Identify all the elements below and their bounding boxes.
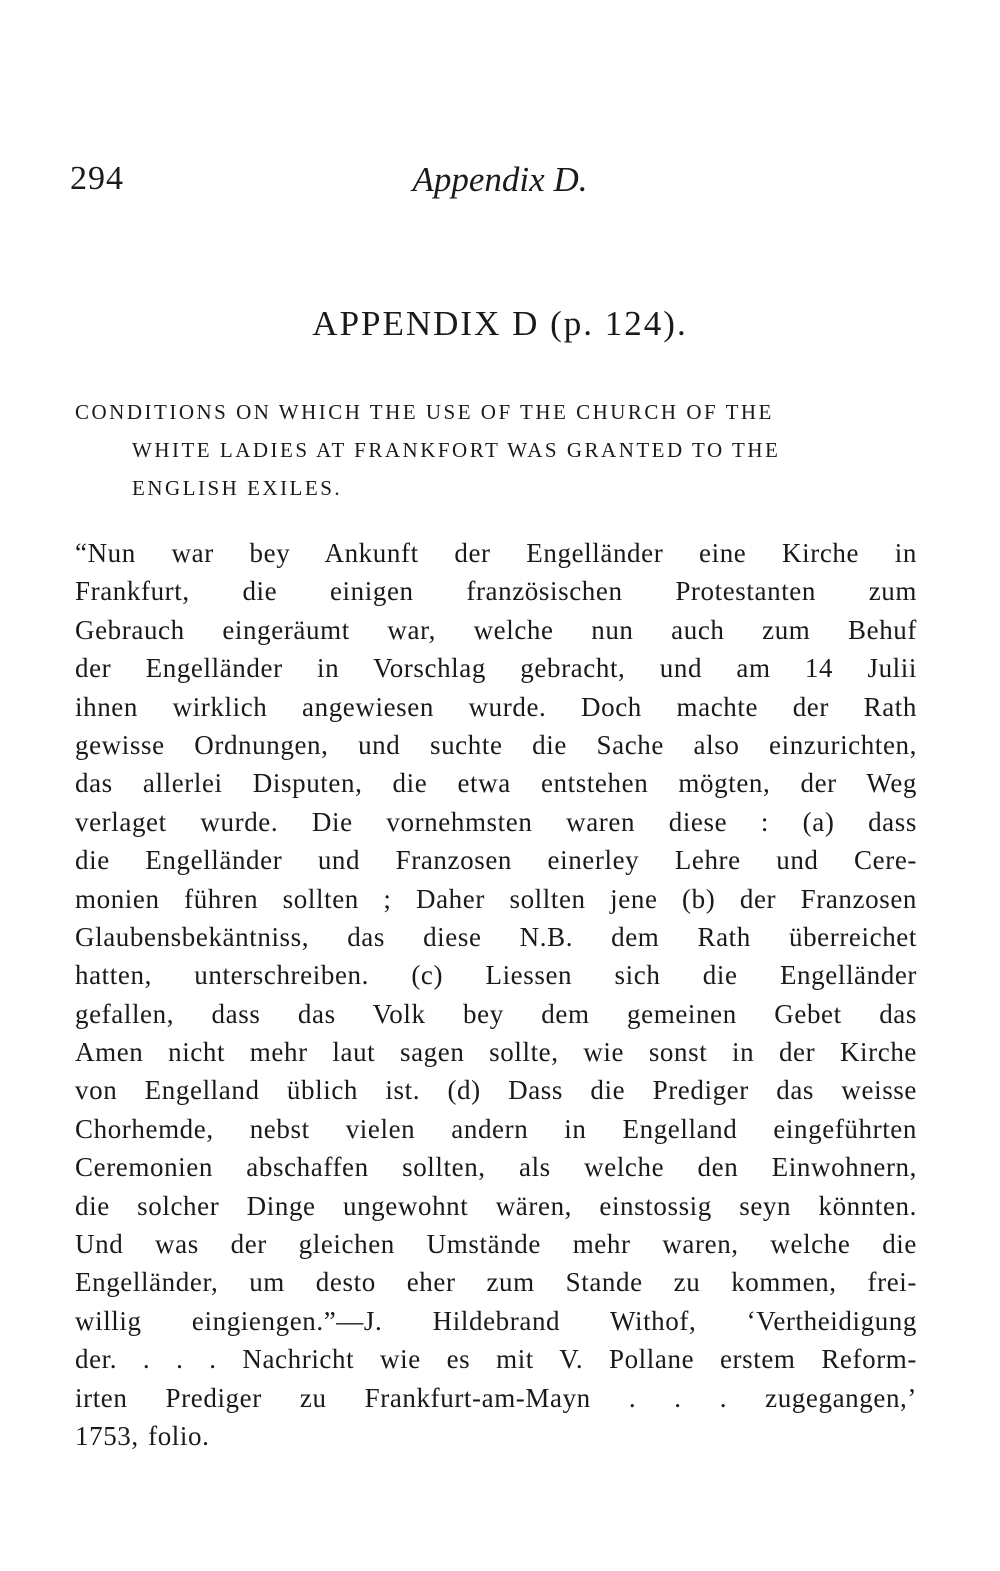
text-line: Amen nicht mehr laut sagen sollte, wie sonst in der Kirche [75,1037,917,1068]
text-line: ihnen wirklich angewiesen wurde. Doch machte der Rath [75,691,917,722]
text-line: Engelländer, um desto eher zum Stande zu kommen, frei- [75,1267,917,1298]
text-line: Und was der gleichen Umstände mehr waren, welche die [75,1229,917,1260]
text-line: gefallen, dass das Volk bey dem gemeinen Gebet das [75,998,917,1029]
text-line: 1753, folio. [75,1420,210,1451]
text-line: das allerlei Disputen, die etwa entstehen mögten, der Weg [75,768,917,799]
subheading-line: CONDITIONS ON WHICH THE USE OF THE CHURCH OF THE [75,400,774,424]
quote-paragraph [75,534,917,1455]
text-line: die solcher Dinge ungewohnt wären, einstossig seyn könnten. [75,1190,917,1221]
subheading-line: ENGLISH EXILES. [132,476,343,500]
text-line: willig eingiengen.”—J. Hildebrand Withof, ‘Vertheidigung [75,1305,917,1336]
page-number: 294 [70,160,124,197]
conditions-subheading [75,393,917,507]
text-line: die Engelländer und Franzosen einerley Lehre und Cere- [75,845,917,876]
text-line: der. . . . Nachricht wie es mit V. Pollane erstem Reform- [75,1344,917,1375]
text-line: “Nun war bey Ankunft der Engelländer eine Kirche in [75,538,917,568]
text-line: der Engelländer in Vorschlag gebracht, und am 14 Julii [75,653,917,684]
text-line: irten Prediger zu Frankfurt-am-Mayn . . . zugegangen,’ [75,1382,917,1413]
appendix-heading: APPENDIX D (p. 124). [312,304,688,343]
running-head [70,160,930,210]
text-line: hatten, unterschreiben. (c) Liessen sich die Engelländer [75,960,917,991]
subheading-line: WHITE LADIES AT FRANKFORT WAS GRANTED TO THE [132,438,781,462]
text-line: Chorhemde, nebst vielen andern in Engelland eingeführten [75,1113,917,1144]
running-title: Appendix D. [412,160,588,199]
text-line: Gebrauch eingeräumt war, welche nun auch zum Behuf [75,614,917,645]
text-line: gewisse Ordnungen, und suchte die Sache also einzurichten, [75,729,917,760]
text-line: Ceremonien abschaffen sollten, als welche den Einwohnern, [75,1152,917,1183]
text-line: monien führen sollten ; Daher sollten jene (b) der Franzosen [75,883,917,914]
text-line: Glaubensbekäntniss, das diese N.B. dem Rath überreichet [75,921,917,952]
text-line: von Engelland üblich ist. (d) Dass die Prediger das weisse [75,1075,917,1106]
text-line: Frankfurt, die einigen französischen Protestanten zum [75,576,917,607]
text-line: verlaget wurde. Die vornehmsten waren diese : (a) dass [75,806,917,837]
